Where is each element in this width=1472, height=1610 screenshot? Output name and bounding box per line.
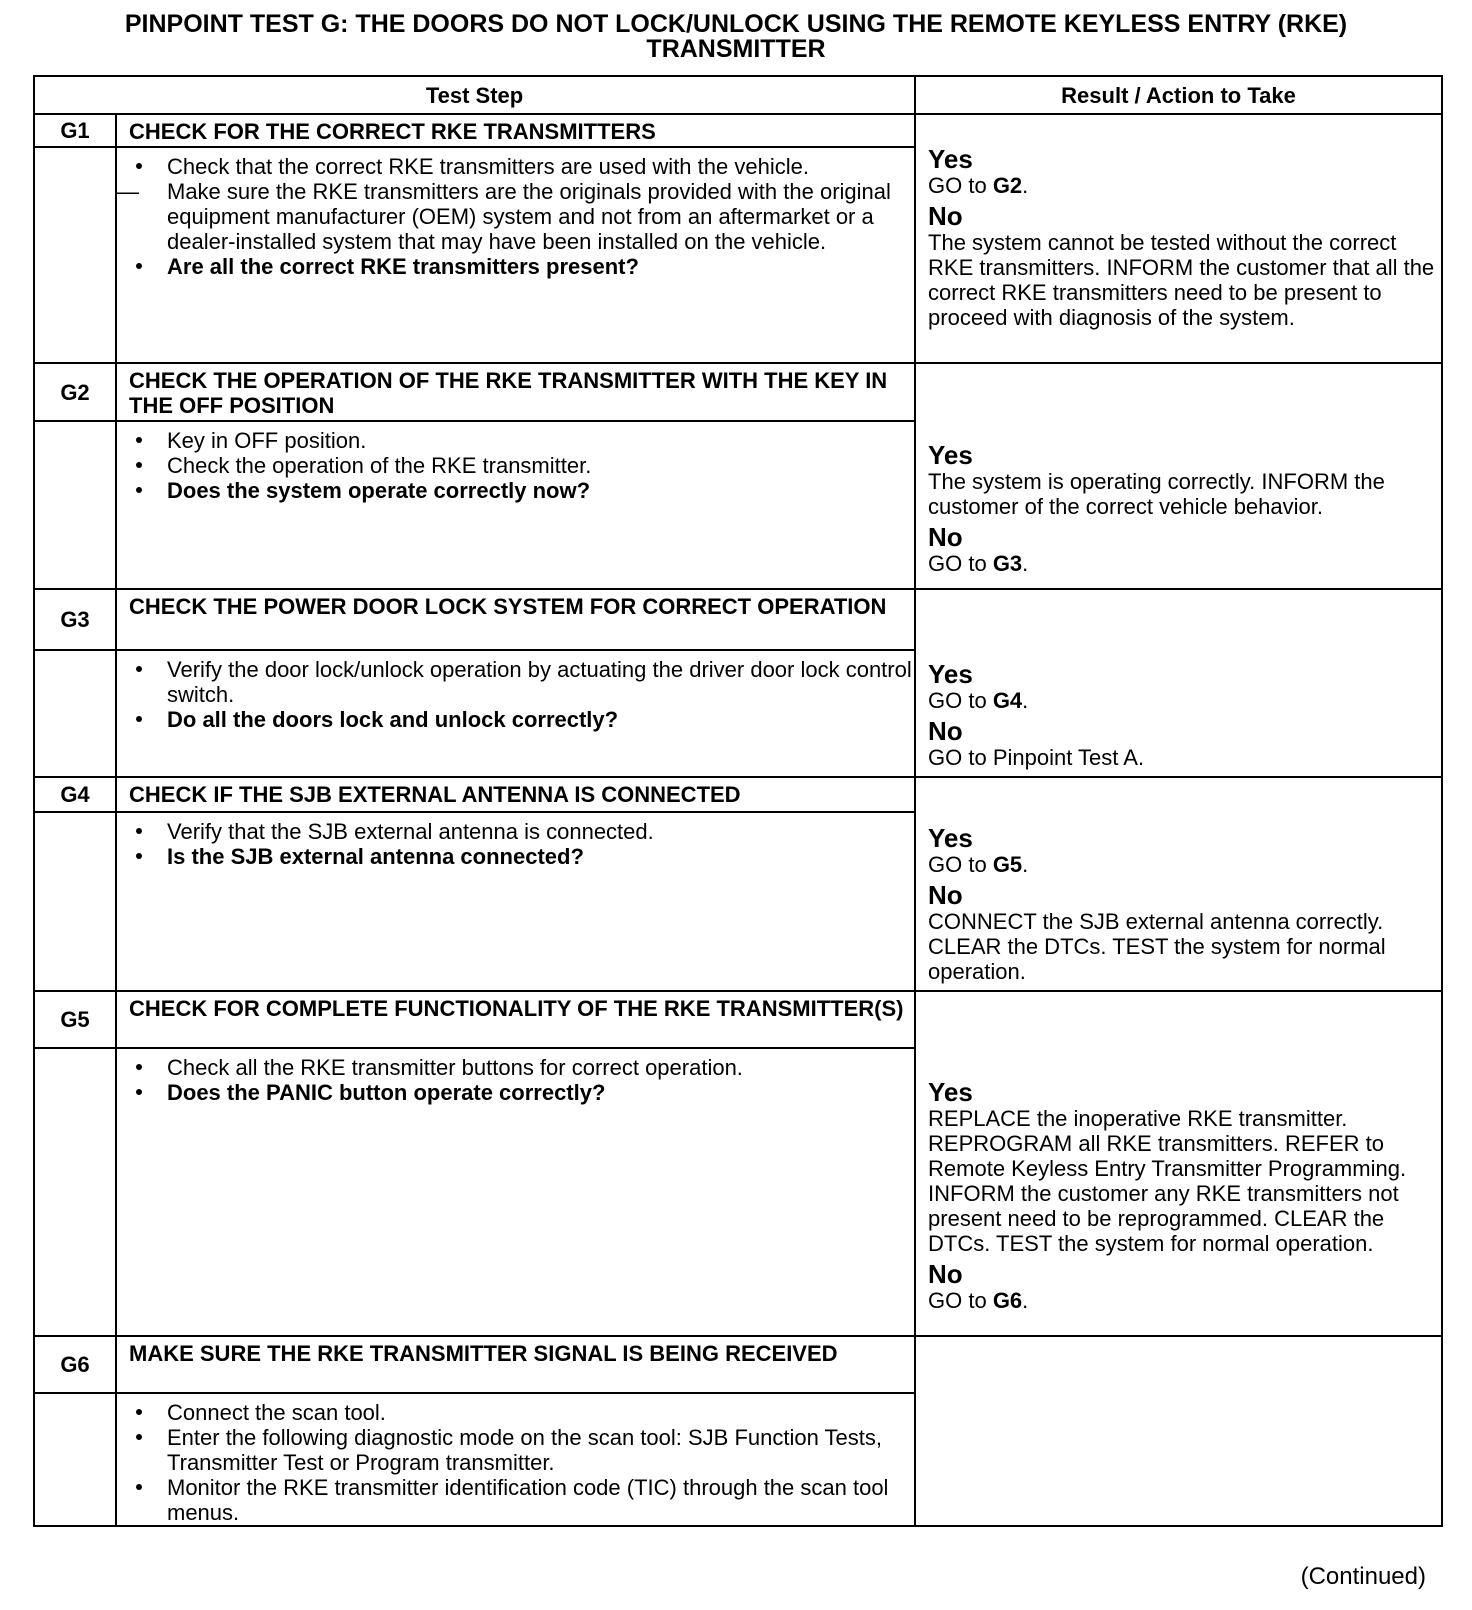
step-row-g5-heading — [34, 991, 1442, 1048]
step-body — [116, 650, 915, 777]
step-heading: CHECK THE POWER DOOR LOCK SYSTEM FOR CORRECT OPERATION — [116, 589, 915, 650]
step-reference: G4 — [992, 688, 1023, 713]
step-reference: G5 — [992, 852, 1023, 877]
yes-action: GO to G2. — [928, 173, 1029, 198]
step-bullet: Connect the scan tool. — [131, 1400, 914, 1425]
step-body — [116, 1048, 915, 1336]
step-row-g2-heading — [34, 363, 1442, 421]
page-title — [20, 12, 1452, 62]
continued-note: (Continued) — [1300, 1563, 1426, 1590]
dash-marker: — — [117, 179, 139, 204]
step-question: Do all the doors lock and unlock correctly? — [131, 707, 914, 732]
no-action: GO to G3. — [928, 550, 1029, 576]
no-label: No — [928, 521, 963, 552]
step-row-g1-heading — [34, 114, 1442, 147]
step-heading: CHECK IF THE SJB EXTERNAL ANTENNA IS CONNECTED — [116, 777, 915, 812]
no-label: No — [928, 201, 963, 231]
step-heading: CHECK FOR COMPLETE FUNCTIONALITY OF THE RKE TRANSMITTER(S) — [116, 991, 915, 1048]
title-line-2: TRANSMITTER — [646, 35, 826, 63]
test-step-header: Test Step — [34, 76, 915, 114]
no-action: GO to G6. — [928, 1288, 1029, 1313]
step-question: Does the system operate correctly now? — [131, 478, 914, 503]
step-result — [915, 589, 1442, 777]
step-body — [116, 1393, 915, 1526]
step-id: G3 — [34, 589, 116, 650]
step-bullet: Check all the RKE transmitter buttons for correct operation. — [131, 1055, 914, 1080]
yes-action: GO to G5. — [928, 852, 1029, 877]
step-row-g3-heading — [34, 589, 1442, 650]
step-id: G6 — [34, 1336, 116, 1393]
step-reference: G6 — [992, 1288, 1023, 1313]
step-bullet: Key in OFF position. — [131, 428, 914, 453]
yes-label: Yes — [928, 823, 973, 853]
yes-action: The system is operating correctly. INFORM the customer of the correct vehicle behavior. — [928, 468, 1385, 519]
step-bullet: Enter the following diagnostic mode on the scan tool: SJB Function Tests, Transmitter Test or Program transmitter. — [131, 1425, 914, 1475]
pinpoint-test-table — [33, 75, 1443, 1527]
step-id: G5 — [34, 991, 116, 1048]
step-heading: CHECK THE OPERATION OF THE RKE TRANSMITTER WITH THE KEY IN THE OFF POSITION — [116, 363, 915, 421]
yes-label: Yes — [928, 1077, 973, 1107]
step-row-g6-heading — [34, 1336, 1442, 1393]
yes-label: Yes — [928, 144, 973, 174]
step-id: G1 — [34, 114, 116, 147]
step-id: G4 — [34, 777, 116, 812]
step-reference: G3 — [992, 550, 1023, 576]
step-question: Does the PANIC button operate correctly? — [131, 1080, 914, 1105]
step-body — [116, 812, 915, 991]
step-question: Is the SJB external antenna connected? — [131, 844, 914, 869]
title-line-1: PINPOINT TEST G: THE DOORS DO NOT LOCK/UNLOCK USING THE REMOTE KEYLESS ENTRY (RKE) — [124, 10, 1348, 38]
step-result — [915, 991, 1442, 1336]
step-body — [116, 147, 915, 363]
step-body — [116, 421, 915, 589]
yes-label: Yes — [928, 659, 973, 689]
no-label: No — [928, 716, 963, 746]
step-bullet: Verify that the SJB external antenna is connected. — [131, 819, 914, 844]
step-bullet: Check that the correct RKE transmitters are used with the vehicle. — [131, 154, 914, 179]
no-label: No — [928, 880, 963, 910]
no-action: CONNECT the SJB external antenna correctly. CLEAR the DTCs. TEST the system for normal operation. — [928, 909, 1386, 984]
step-question: Are all the correct RKE transmitters present? — [131, 254, 914, 279]
yes-label: Yes — [928, 439, 973, 470]
step-result — [915, 777, 1442, 991]
step-id: G2 — [34, 363, 116, 421]
step-reference: G2 — [992, 173, 1023, 198]
no-action: GO to Pinpoint Test A. — [928, 745, 1145, 770]
no-action: The system cannot be tested without the correct RKE transmitters. INFORM the customer that all the correct RKE transmitters need to be present to proceed with diagnosis of the system. — [928, 230, 1435, 330]
step-bullet: Verify the door lock/unlock operation by actuating the driver door lock control switch. — [131, 657, 914, 707]
table-header-row — [34, 76, 1442, 114]
step-bullet: Monitor the RKE transmitter identification code (TIC) through the scan tool menus. — [131, 1475, 914, 1525]
step-heading: CHECK FOR THE CORRECT RKE TRANSMITTERS — [116, 114, 915, 147]
result-header: Result / Action to Take — [915, 76, 1442, 114]
no-label: No — [928, 1259, 963, 1289]
step-heading: MAKE SURE THE RKE TRANSMITTER SIGNAL IS BEING RECEIVED — [116, 1336, 915, 1393]
yes-action: GO to G4. — [928, 688, 1029, 713]
step-result — [915, 1336, 1442, 1526]
step-sub-bullet: — Make sure the RKE transmitters are the originals provided with the original equipment manufacturer (OEM) system and not from an aftermarket or a dealer-installed system that may have been installed on the vehicle. — [117, 179, 891, 254]
step-bullet: Check the operation of the RKE transmitter. — [131, 453, 914, 478]
yes-action: REPLACE the inoperative RKE transmitter. REPROGRAM all RKE transmitters. REFER to Remote Keyless Entry Transmitter Programming. INFORM the customer any RKE transmitters not present need to be reprogrammed. CLEAR the DTCs. TEST the system for normal operation. — [928, 1106, 1407, 1256]
step-result — [915, 363, 1442, 589]
step-result — [915, 114, 1442, 363]
step-row-g4-heading — [34, 777, 1442, 812]
